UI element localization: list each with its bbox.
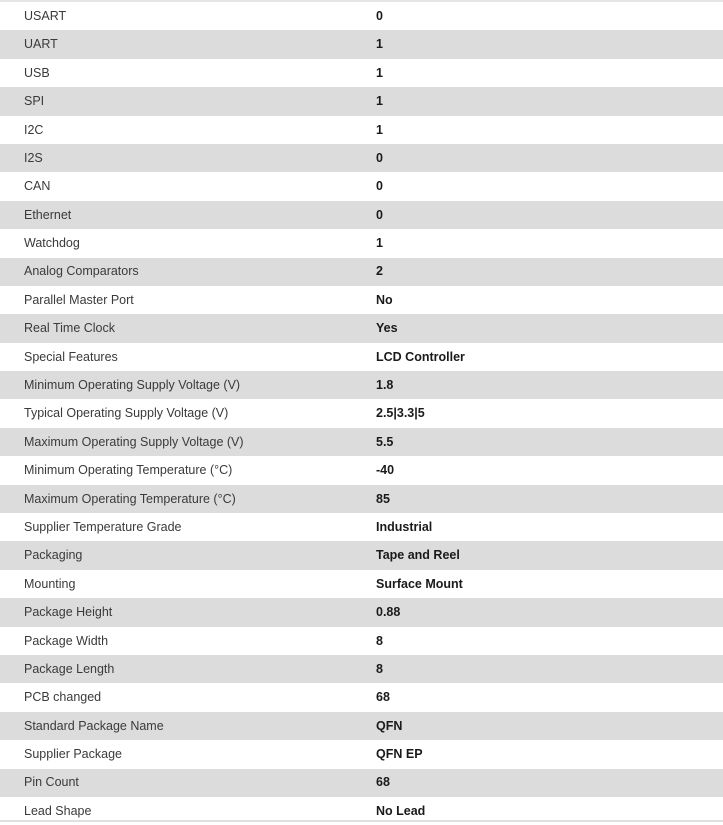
spec-row-spi bbox=[0, 87, 723, 115]
spec-name: PCB changed bbox=[24, 690, 102, 705]
spec-name: Typical Operating Supply Voltage (V) bbox=[24, 406, 229, 421]
spec-value: LCD Controller bbox=[376, 349, 465, 364]
spec-value: 8 bbox=[376, 655, 723, 683]
spec-row-analog-comparators bbox=[0, 258, 723, 286]
spec-name: Supplier Package bbox=[24, 747, 122, 762]
spec-name: Special Features bbox=[24, 349, 118, 364]
spec-value: 0 bbox=[376, 144, 723, 172]
spec-row-supplier-package bbox=[0, 740, 723, 768]
spec-value: -40 bbox=[376, 463, 395, 478]
spec-name: Lead Shape bbox=[24, 803, 92, 818]
spec-row-parallel-master-port bbox=[0, 286, 723, 314]
spec-value: 68 bbox=[376, 769, 723, 797]
spec-name: I2C bbox=[24, 122, 44, 137]
spec-value: No Lead bbox=[376, 803, 426, 818]
spec-row-uart bbox=[0, 30, 723, 58]
spec-row-watchdog bbox=[0, 229, 723, 257]
spec-row-min-temperature bbox=[0, 456, 723, 484]
spec-row-typical-supply-voltage bbox=[0, 399, 723, 427]
spec-name: CAN bbox=[24, 179, 51, 194]
spec-row-max-temperature bbox=[0, 485, 723, 513]
spec-value: Surface Mount bbox=[376, 576, 463, 591]
bottom-divider bbox=[0, 820, 723, 822]
spec-value: 85 bbox=[376, 485, 723, 513]
spec-row-i2c bbox=[0, 116, 723, 144]
spec-name: Real Time Clock bbox=[0, 314, 376, 342]
spec-row-can bbox=[0, 172, 723, 200]
spec-row-usb bbox=[0, 59, 723, 87]
spec-row-pcb-changed bbox=[0, 683, 723, 711]
spec-name: Mounting bbox=[24, 576, 76, 591]
spec-name: Ethernet bbox=[0, 201, 376, 229]
spec-value: 2.5|3.3|5 bbox=[376, 406, 425, 421]
spec-name: Minimum Operating Supply Voltage (V) bbox=[0, 371, 376, 399]
spec-value: 0 bbox=[376, 8, 383, 23]
spec-value: QFN EP bbox=[376, 747, 423, 762]
spec-value: 0.88 bbox=[376, 598, 723, 626]
spec-name: USART bbox=[24, 8, 67, 23]
spec-name: Minimum Operating Temperature (°C) bbox=[24, 463, 233, 478]
spec-value: 0 bbox=[376, 201, 723, 229]
spec-row-usart bbox=[0, 1, 723, 30]
spec-row-real-time-clock bbox=[0, 314, 723, 342]
spec-row-i2s bbox=[0, 144, 723, 172]
spec-row-temperature-grade bbox=[0, 513, 723, 541]
spec-name: Supplier Temperature Grade bbox=[24, 519, 182, 534]
spec-value: No bbox=[376, 292, 393, 307]
spec-value: 1.8 bbox=[376, 371, 723, 399]
spec-row-standard-package-name bbox=[0, 712, 723, 740]
spec-name: I2S bbox=[0, 144, 376, 172]
spec-value: Industrial bbox=[376, 519, 433, 534]
spec-name: Analog Comparators bbox=[0, 258, 376, 286]
spec-value: 1 bbox=[376, 87, 723, 115]
spec-value: 1 bbox=[376, 122, 383, 137]
spec-value: 68 bbox=[376, 690, 390, 705]
spec-value: 2 bbox=[376, 258, 723, 286]
spec-name: Package Width bbox=[24, 633, 109, 648]
spec-name: Pin Count bbox=[0, 769, 376, 797]
spec-row-ethernet bbox=[0, 201, 723, 229]
spec-name: SPI bbox=[0, 87, 376, 115]
spec-name: USB bbox=[24, 65, 50, 80]
spec-name: Package Length bbox=[0, 655, 376, 683]
spec-value: 1 bbox=[376, 236, 383, 251]
spec-value: 0 bbox=[376, 179, 383, 194]
spec-name: Maximum Operating Supply Voltage (V) bbox=[0, 428, 376, 456]
spec-name: Packaging bbox=[0, 541, 376, 569]
spec-value: Yes bbox=[376, 314, 723, 342]
spec-name: Watchdog bbox=[24, 236, 80, 251]
spec-value: QFN bbox=[376, 712, 723, 740]
spec-name: Standard Package Name bbox=[0, 712, 376, 740]
spec-name: Package Height bbox=[0, 598, 376, 626]
spec-row-package-width bbox=[0, 627, 723, 655]
spec-row-min-supply-voltage bbox=[0, 371, 723, 399]
spec-row-special-features bbox=[0, 343, 723, 371]
spec-row-mounting bbox=[0, 570, 723, 598]
spec-row-pin-count bbox=[0, 769, 723, 797]
spec-row-package-height bbox=[0, 598, 723, 626]
spec-value: Tape and Reel bbox=[376, 541, 723, 569]
spec-name: Maximum Operating Temperature (°C) bbox=[0, 485, 376, 513]
spec-row-package-length bbox=[0, 655, 723, 683]
spec-name: Parallel Master Port bbox=[24, 292, 134, 307]
spec-name: UART bbox=[0, 30, 376, 58]
spec-value: 1 bbox=[376, 30, 723, 58]
spec-value: 1 bbox=[376, 65, 383, 80]
spec-row-packaging bbox=[0, 541, 723, 569]
spec-value: 8 bbox=[376, 633, 383, 648]
spec-value: 5.5 bbox=[376, 428, 723, 456]
spec-row-max-supply-voltage bbox=[0, 428, 723, 456]
